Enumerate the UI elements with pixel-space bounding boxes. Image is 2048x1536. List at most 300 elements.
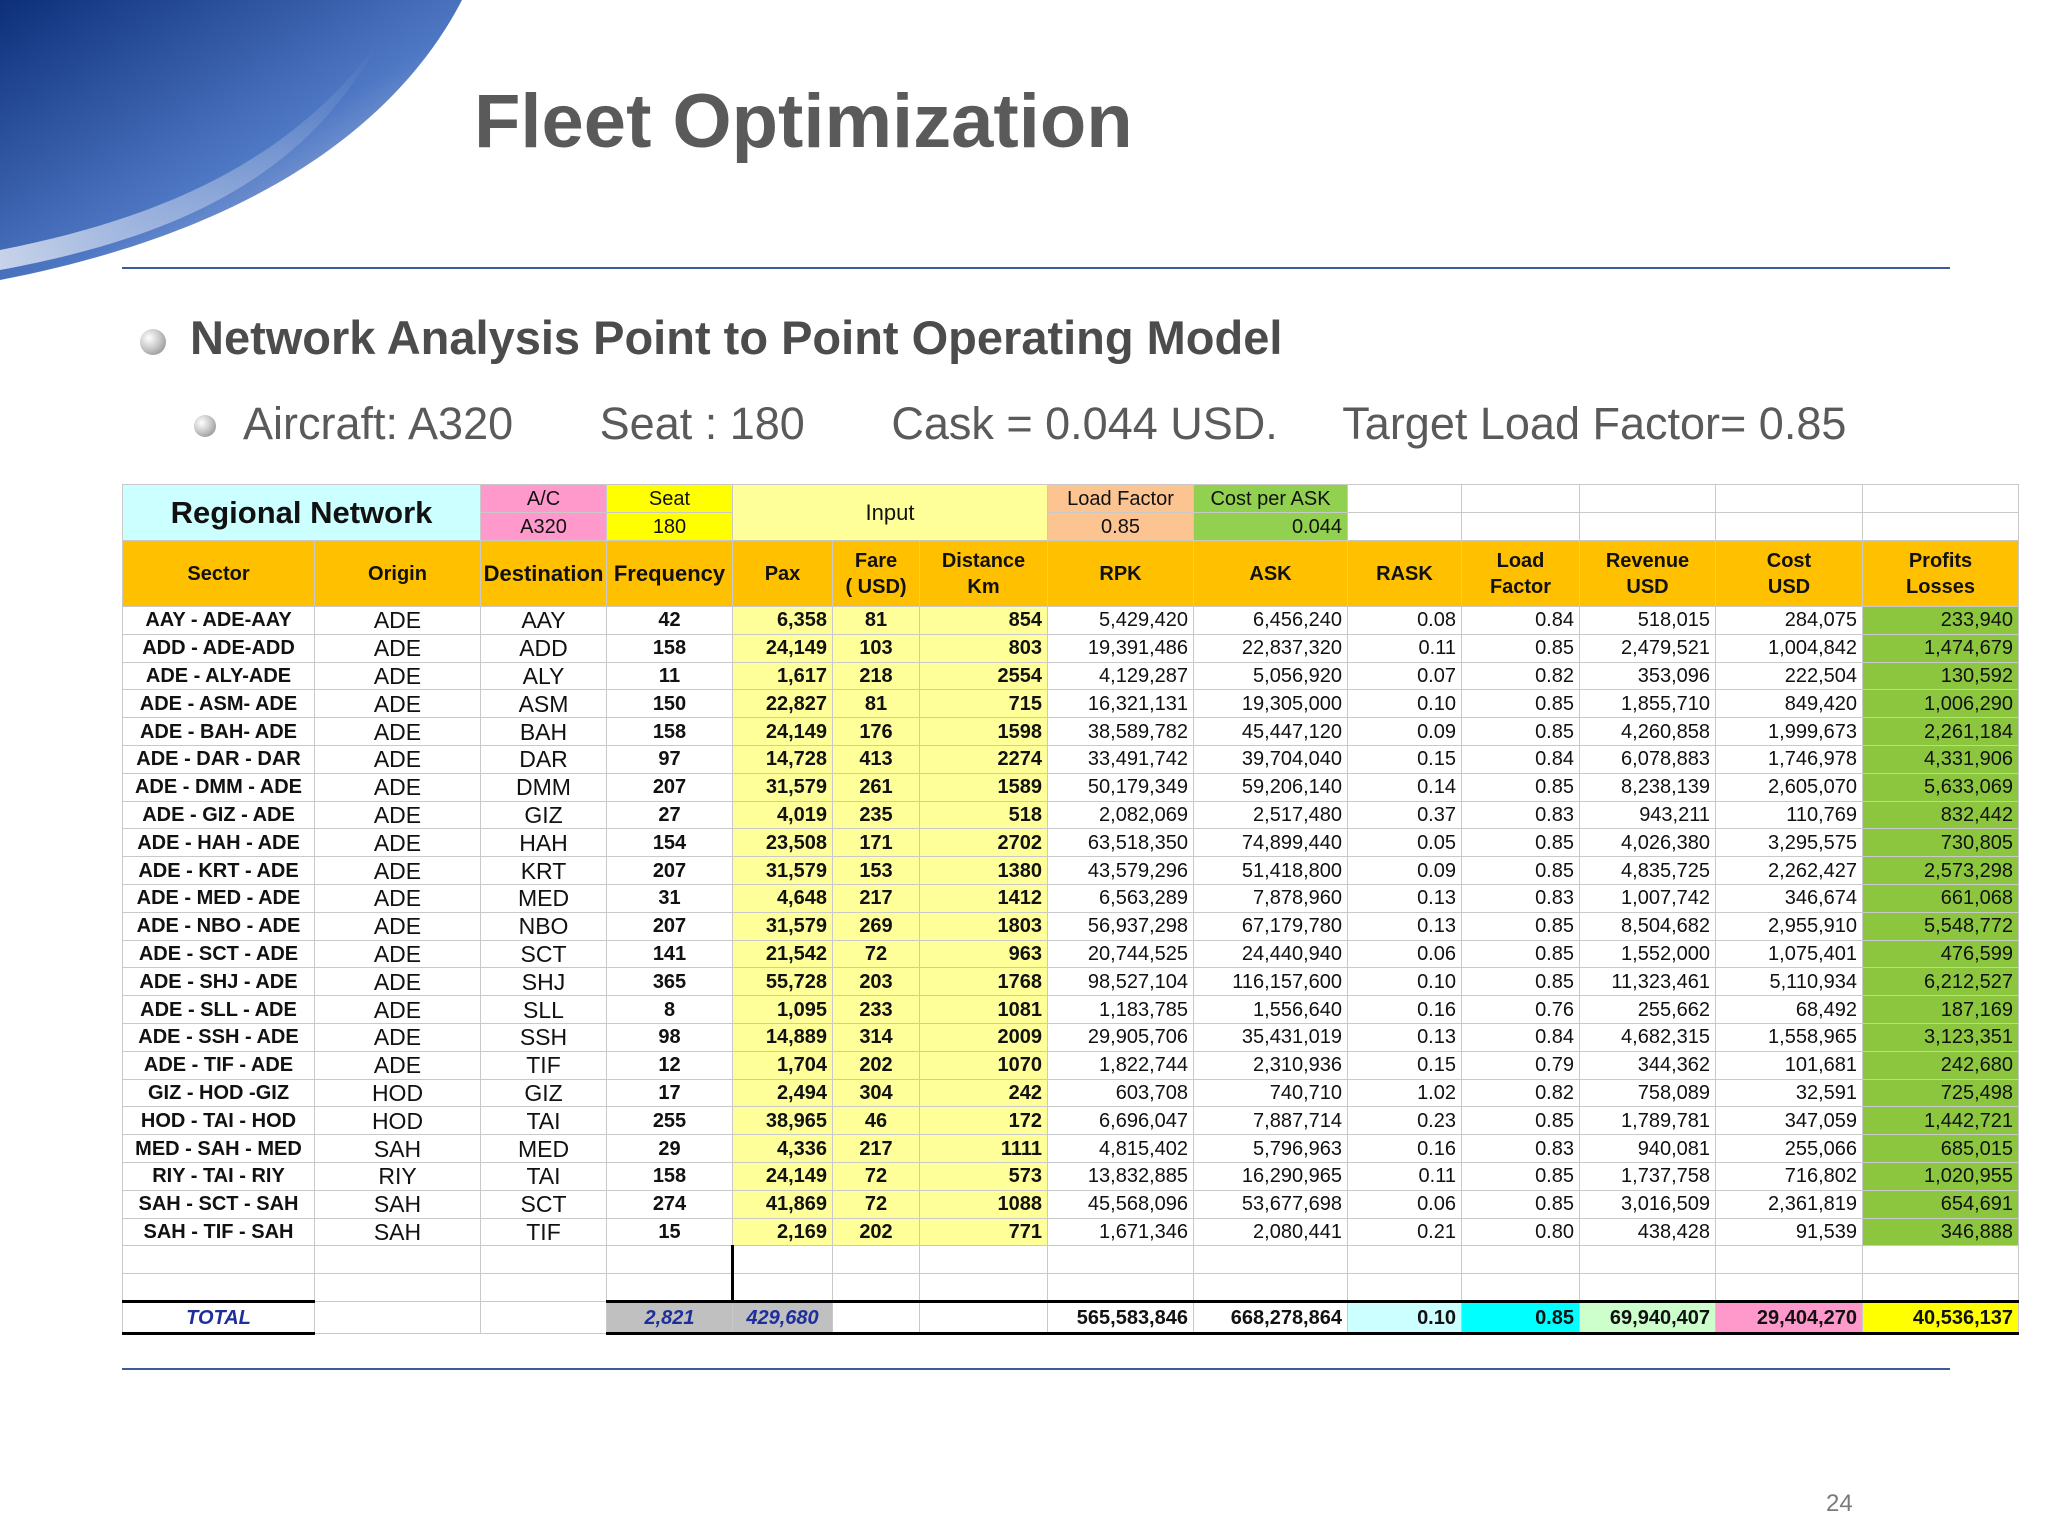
cell-rask: 0.13 bbox=[1348, 884, 1462, 912]
cell-sector: ADE - ASM- ADE bbox=[123, 690, 315, 718]
cell-dist: 1088 bbox=[920, 1190, 1048, 1218]
cell-rev: 353,096 bbox=[1580, 662, 1716, 690]
cell-ask: 22,837,320 bbox=[1194, 634, 1348, 662]
table-row bbox=[123, 996, 2019, 1024]
cell-pax: 22,827 bbox=[733, 690, 833, 718]
cell-ask: 740,710 bbox=[1194, 1079, 1348, 1107]
cell-rpk: 13,832,885 bbox=[1048, 1162, 1194, 1190]
cell-dest: ASM bbox=[481, 690, 607, 718]
table-row bbox=[123, 801, 2019, 829]
cell-pax: 1,617 bbox=[733, 662, 833, 690]
cell-dist: 242 bbox=[920, 1079, 1048, 1107]
total-pax: 429,680 bbox=[733, 1302, 833, 1334]
cell-freq: 207 bbox=[607, 773, 733, 801]
table-row bbox=[123, 662, 2019, 690]
cell-freq: 365 bbox=[607, 968, 733, 996]
cell-dist: 1412 bbox=[920, 884, 1048, 912]
table-row bbox=[123, 940, 2019, 968]
cell-rpk: 4,815,402 bbox=[1048, 1135, 1194, 1163]
cell-ask: 2,080,441 bbox=[1194, 1218, 1348, 1246]
cell-sector: SAH - SCT - SAH bbox=[123, 1190, 315, 1218]
cell-origin: HOD bbox=[315, 1107, 481, 1135]
cell-ask: 39,704,040 bbox=[1194, 745, 1348, 773]
cell-sector: HOD - TAI - HOD bbox=[123, 1107, 315, 1135]
cell-dest: TIF bbox=[481, 1051, 607, 1079]
cell-fare: 217 bbox=[833, 884, 920, 912]
cell-pax: 55,728 bbox=[733, 968, 833, 996]
table-row bbox=[123, 1190, 2019, 1218]
cell-rev: 4,682,315 bbox=[1580, 1023, 1716, 1051]
cell-origin: ADE bbox=[315, 857, 481, 885]
cell-origin: ADE bbox=[315, 940, 481, 968]
cell-fare: 103 bbox=[833, 634, 920, 662]
cell-fare: 217 bbox=[833, 1135, 920, 1163]
cell-freq: 11 bbox=[607, 662, 733, 690]
cell-dist: 771 bbox=[920, 1218, 1048, 1246]
cell-dest: KRT bbox=[481, 857, 607, 885]
cell-sector: ADE - SLL - ADE bbox=[123, 996, 315, 1024]
bullet-icon bbox=[140, 329, 166, 355]
cell-fare: 202 bbox=[833, 1051, 920, 1079]
total-ask: 668,278,864 bbox=[1194, 1302, 1348, 1334]
cell-lf: 0.82 bbox=[1462, 662, 1580, 690]
cell-sector: ADE - GIZ - ADE bbox=[123, 801, 315, 829]
cell-freq: 97 bbox=[607, 745, 733, 773]
cell-fare: 176 bbox=[833, 718, 920, 746]
cell-pl: 346,888 bbox=[1863, 1218, 2019, 1246]
cell-dest: NBO bbox=[481, 912, 607, 940]
cell-rev: 1,789,781 bbox=[1580, 1107, 1716, 1135]
cell-dist: 2554 bbox=[920, 662, 1048, 690]
cell-lf: 0.83 bbox=[1462, 884, 1580, 912]
cell-rpk: 20,744,525 bbox=[1048, 940, 1194, 968]
cell-dist: 1070 bbox=[920, 1051, 1048, 1079]
cell-fare: 269 bbox=[833, 912, 920, 940]
cell-rpk: 43,579,296 bbox=[1048, 857, 1194, 885]
cell-rpk: 1,183,785 bbox=[1048, 996, 1194, 1024]
cell-dest: MED bbox=[481, 1135, 607, 1163]
cell-dest: TAI bbox=[481, 1107, 607, 1135]
table-row bbox=[123, 912, 2019, 940]
cell-pl: 476,599 bbox=[1863, 940, 2019, 968]
header-profits-losses: Profits Losses bbox=[1863, 541, 2019, 607]
cell-rpk: 50,179,349 bbox=[1048, 773, 1194, 801]
cell-sector: ADE - SSH - ADE bbox=[123, 1023, 315, 1051]
header-rpk: RPK bbox=[1048, 541, 1194, 607]
slide-title: Fleet Optimization bbox=[474, 79, 1133, 164]
cell-origin: SAH bbox=[315, 1190, 481, 1218]
cell-rask: 0.10 bbox=[1348, 690, 1462, 718]
cell-pax: 4,019 bbox=[733, 801, 833, 829]
cell-rask: 0.11 bbox=[1348, 634, 1462, 662]
cell-rpk: 5,429,420 bbox=[1048, 607, 1194, 635]
cell-ask: 116,157,600 bbox=[1194, 968, 1348, 996]
cell-sector: MED - SAH - MED bbox=[123, 1135, 315, 1163]
cell-fare: 314 bbox=[833, 1023, 920, 1051]
header-distance: Distance Km bbox=[920, 541, 1048, 607]
header-destination: Destination bbox=[481, 541, 607, 607]
table-row bbox=[123, 690, 2019, 718]
header-ask: ASK bbox=[1194, 541, 1348, 607]
cell-cost: 2,361,819 bbox=[1716, 1190, 1863, 1218]
table-row bbox=[123, 857, 2019, 885]
cell-sector: ADE - SHJ - ADE bbox=[123, 968, 315, 996]
cell-ask: 51,418,800 bbox=[1194, 857, 1348, 885]
total-load-factor: 0.85 bbox=[1462, 1302, 1580, 1334]
cell-rask: 0.08 bbox=[1348, 607, 1462, 635]
cell-dist: 1081 bbox=[920, 996, 1048, 1024]
cell-pax: 4,336 bbox=[733, 1135, 833, 1163]
cell-freq: 98 bbox=[607, 1023, 733, 1051]
total-label: TOTAL bbox=[123, 1302, 315, 1334]
cell-ask: 19,305,000 bbox=[1194, 690, 1348, 718]
cell-pl: 1,474,679 bbox=[1863, 634, 2019, 662]
cell-sector: ADE - BAH- ADE bbox=[123, 718, 315, 746]
cell-rev: 758,089 bbox=[1580, 1079, 1716, 1107]
cell-dist: 1768 bbox=[920, 968, 1048, 996]
cell-rev: 4,260,858 bbox=[1580, 718, 1716, 746]
cell-lf: 0.85 bbox=[1462, 690, 1580, 718]
cell-cost: 1,746,978 bbox=[1716, 745, 1863, 773]
total-rpk: 565,583,846 bbox=[1048, 1302, 1194, 1334]
cell-rask: 0.10 bbox=[1348, 968, 1462, 996]
cell-pax: 2,494 bbox=[733, 1079, 833, 1107]
cell-pl: 5,633,069 bbox=[1863, 773, 2019, 801]
cell-origin: ADE bbox=[315, 801, 481, 829]
cell-ask: 74,899,440 bbox=[1194, 829, 1348, 857]
cell-freq: 31 bbox=[607, 884, 733, 912]
cell-dest: TAI bbox=[481, 1162, 607, 1190]
cell-cost: 68,492 bbox=[1716, 996, 1863, 1024]
cell-ask: 16,290,965 bbox=[1194, 1162, 1348, 1190]
cell-freq: 255 bbox=[607, 1107, 733, 1135]
cell-origin: ADE bbox=[315, 718, 481, 746]
cell-fare: 218 bbox=[833, 662, 920, 690]
cell-rpk: 603,708 bbox=[1048, 1079, 1194, 1107]
cell-ask: 7,887,714 bbox=[1194, 1107, 1348, 1135]
cell-fare: 72 bbox=[833, 1162, 920, 1190]
cell-ask: 2,310,936 bbox=[1194, 1051, 1348, 1079]
cell-rpk: 98,527,104 bbox=[1048, 968, 1194, 996]
cell-pax: 4,648 bbox=[733, 884, 833, 912]
cell-freq: 158 bbox=[607, 634, 733, 662]
regional-network-label: Regional Network bbox=[123, 485, 481, 541]
cell-origin: ADE bbox=[315, 634, 481, 662]
cell-dist: 2702 bbox=[920, 829, 1048, 857]
cell-origin: ADE bbox=[315, 912, 481, 940]
load-factor-value: 0.85 bbox=[1048, 513, 1194, 541]
cell-pl: 1,006,290 bbox=[1863, 690, 2019, 718]
cell-ask: 24,440,940 bbox=[1194, 940, 1348, 968]
cell-dist: 1803 bbox=[920, 912, 1048, 940]
cell-rev: 1,552,000 bbox=[1580, 940, 1716, 968]
cell-lf: 0.85 bbox=[1462, 940, 1580, 968]
cell-rev: 3,016,509 bbox=[1580, 1190, 1716, 1218]
cell-fare: 46 bbox=[833, 1107, 920, 1135]
cell-pl: 1,020,955 bbox=[1863, 1162, 2019, 1190]
cell-fare: 171 bbox=[833, 829, 920, 857]
total-revenue: 69,940,407 bbox=[1580, 1302, 1716, 1334]
cell-rask: 0.16 bbox=[1348, 1135, 1462, 1163]
cell-fare: 413 bbox=[833, 745, 920, 773]
aircraft-text: Aircraft: A320 bbox=[243, 398, 514, 449]
cell-origin: SAH bbox=[315, 1135, 481, 1163]
cell-lf: 0.85 bbox=[1462, 912, 1580, 940]
cell-rev: 518,015 bbox=[1580, 607, 1716, 635]
cell-rask: 0.13 bbox=[1348, 912, 1462, 940]
table-row bbox=[123, 1162, 2019, 1190]
cell-pl: 832,442 bbox=[1863, 801, 2019, 829]
cell-rev: 940,081 bbox=[1580, 1135, 1716, 1163]
table-row bbox=[123, 1023, 2019, 1051]
table-row bbox=[123, 884, 2019, 912]
cell-freq: 207 bbox=[607, 912, 733, 940]
cell-fare: 153 bbox=[833, 857, 920, 885]
cell-dist: 172 bbox=[920, 1107, 1048, 1135]
cell-rpk: 2,082,069 bbox=[1048, 801, 1194, 829]
cell-pax: 2,169 bbox=[733, 1218, 833, 1246]
cell-rask: 0.15 bbox=[1348, 1051, 1462, 1079]
cell-dest: SLL bbox=[481, 996, 607, 1024]
total-frequency: 2,821 bbox=[607, 1302, 733, 1334]
cell-pl: 187,169 bbox=[1863, 996, 2019, 1024]
cell-cost: 849,420 bbox=[1716, 690, 1863, 718]
cell-fare: 81 bbox=[833, 607, 920, 635]
cell-fare: 235 bbox=[833, 801, 920, 829]
cell-lf: 0.85 bbox=[1462, 829, 1580, 857]
cell-dist: 2009 bbox=[920, 1023, 1048, 1051]
cell-ask: 2,517,480 bbox=[1194, 801, 1348, 829]
cell-dist: 854 bbox=[920, 607, 1048, 635]
cell-lf: 0.85 bbox=[1462, 968, 1580, 996]
input-label: Input bbox=[733, 485, 1048, 541]
cell-origin: ADE bbox=[315, 690, 481, 718]
cell-pl: 5,548,772 bbox=[1863, 912, 2019, 940]
cell-dest: ALY bbox=[481, 662, 607, 690]
cell-rev: 11,323,461 bbox=[1580, 968, 1716, 996]
cell-freq: 141 bbox=[607, 940, 733, 968]
cell-ask: 6,456,240 bbox=[1194, 607, 1348, 635]
cell-dest: ADD bbox=[481, 634, 607, 662]
cell-freq: 12 bbox=[607, 1051, 733, 1079]
cell-ask: 67,179,780 bbox=[1194, 912, 1348, 940]
cell-freq: 207 bbox=[607, 857, 733, 885]
cell-origin: RIY bbox=[315, 1162, 481, 1190]
cell-freq: 150 bbox=[607, 690, 733, 718]
cell-rev: 943,211 bbox=[1580, 801, 1716, 829]
cell-rask: 0.21 bbox=[1348, 1218, 1462, 1246]
cell-rpk: 6,563,289 bbox=[1048, 884, 1194, 912]
cell-rev: 344,362 bbox=[1580, 1051, 1716, 1079]
decorative-swoosh bbox=[0, 0, 470, 290]
cell-pax: 31,579 bbox=[733, 857, 833, 885]
cell-lf: 0.84 bbox=[1462, 1023, 1580, 1051]
load-factor-label: Load Factor bbox=[1048, 485, 1194, 513]
cell-freq: 15 bbox=[607, 1218, 733, 1246]
cell-lf: 0.80 bbox=[1462, 1218, 1580, 1246]
header-load-factor: Load Factor bbox=[1462, 541, 1580, 607]
cell-sector: ADD - ADE-ADD bbox=[123, 634, 315, 662]
cell-dist: 963 bbox=[920, 940, 1048, 968]
cell-rev: 4,026,380 bbox=[1580, 829, 1716, 857]
header-pax: Pax bbox=[733, 541, 833, 607]
cell-sector: SAH - TIF - SAH bbox=[123, 1218, 315, 1246]
table-footer bbox=[123, 1246, 2019, 1334]
table-row bbox=[123, 968, 2019, 996]
cell-pax: 14,889 bbox=[733, 1023, 833, 1051]
cell-pl: 4,331,906 bbox=[1863, 745, 2019, 773]
cell-pl: 661,068 bbox=[1863, 884, 2019, 912]
seat-text: Seat : 180 bbox=[599, 398, 805, 449]
cell-sector: ADE - KRT - ADE bbox=[123, 857, 315, 885]
cell-sector: GIZ - HOD -GIZ bbox=[123, 1079, 315, 1107]
cell-pax: 38,965 bbox=[733, 1107, 833, 1135]
cell-dist: 2274 bbox=[920, 745, 1048, 773]
cell-cost: 1,075,401 bbox=[1716, 940, 1863, 968]
cell-lf: 0.85 bbox=[1462, 1190, 1580, 1218]
cell-ask: 5,796,963 bbox=[1194, 1135, 1348, 1163]
cell-cost: 3,295,575 bbox=[1716, 829, 1863, 857]
cell-cost: 1,558,965 bbox=[1716, 1023, 1863, 1051]
cell-rev: 4,835,725 bbox=[1580, 857, 1716, 885]
cell-dest: HAH bbox=[481, 829, 607, 857]
cell-origin: ADE bbox=[315, 996, 481, 1024]
cell-cost: 2,605,070 bbox=[1716, 773, 1863, 801]
cell-dist: 573 bbox=[920, 1162, 1048, 1190]
table-row bbox=[123, 1051, 2019, 1079]
table-row bbox=[123, 773, 2019, 801]
cell-origin: ADE bbox=[315, 745, 481, 773]
cost-per-ask-label: Cost per ASK bbox=[1194, 485, 1348, 513]
cell-rask: 1.02 bbox=[1348, 1079, 1462, 1107]
cell-origin: ADE bbox=[315, 662, 481, 690]
total-rask: 0.10 bbox=[1348, 1302, 1462, 1334]
total-cost: 29,404,270 bbox=[1716, 1302, 1863, 1334]
cell-pax: 24,149 bbox=[733, 634, 833, 662]
cell-dest: SCT bbox=[481, 940, 607, 968]
cell-rpk: 45,568,096 bbox=[1048, 1190, 1194, 1218]
cell-ask: 45,447,120 bbox=[1194, 718, 1348, 746]
header-origin: Origin bbox=[315, 541, 481, 607]
cell-rpk: 63,518,350 bbox=[1048, 829, 1194, 857]
cell-freq: 42 bbox=[607, 607, 733, 635]
cell-cost: 2,262,427 bbox=[1716, 857, 1863, 885]
table-row bbox=[123, 1079, 2019, 1107]
cell-origin: HOD bbox=[315, 1079, 481, 1107]
cell-lf: 0.83 bbox=[1462, 1135, 1580, 1163]
cell-rpk: 1,822,744 bbox=[1048, 1051, 1194, 1079]
cell-lf: 0.76 bbox=[1462, 996, 1580, 1024]
cell-cost: 346,674 bbox=[1716, 884, 1863, 912]
cell-lf: 0.85 bbox=[1462, 1162, 1580, 1190]
cell-origin: ADE bbox=[315, 884, 481, 912]
cell-ask: 1,556,640 bbox=[1194, 996, 1348, 1024]
table-row bbox=[123, 1107, 2019, 1135]
cell-lf: 0.85 bbox=[1462, 857, 1580, 885]
cell-lf: 0.85 bbox=[1462, 718, 1580, 746]
cell-pax: 31,579 bbox=[733, 773, 833, 801]
total-profits-losses: 40,536,137 bbox=[1863, 1302, 2019, 1334]
cell-dest: SCT bbox=[481, 1190, 607, 1218]
cell-rpk: 38,589,782 bbox=[1048, 718, 1194, 746]
cell-origin: ADE bbox=[315, 829, 481, 857]
cell-sector: ADE - SCT - ADE bbox=[123, 940, 315, 968]
cell-sector: RIY - TAI - RIY bbox=[123, 1162, 315, 1190]
seat-value: 180 bbox=[607, 513, 733, 541]
cell-rask: 0.15 bbox=[1348, 745, 1462, 773]
cell-rask: 0.06 bbox=[1348, 1190, 1462, 1218]
cell-fare: 81 bbox=[833, 690, 920, 718]
cell-rev: 1,855,710 bbox=[1580, 690, 1716, 718]
header-sector: Sector bbox=[123, 541, 315, 607]
cell-dest: GIZ bbox=[481, 1079, 607, 1107]
cell-rpk: 6,696,047 bbox=[1048, 1107, 1194, 1135]
cell-cost: 347,059 bbox=[1716, 1107, 1863, 1135]
cell-dist: 715 bbox=[920, 690, 1048, 718]
cell-pl: 1,442,721 bbox=[1863, 1107, 2019, 1135]
cell-cost: 1,004,842 bbox=[1716, 634, 1863, 662]
cell-lf: 0.82 bbox=[1462, 1079, 1580, 1107]
cell-rev: 255,662 bbox=[1580, 996, 1716, 1024]
cell-rev: 8,504,682 bbox=[1580, 912, 1716, 940]
cell-rev: 8,238,139 bbox=[1580, 773, 1716, 801]
seat-label: Seat bbox=[607, 485, 733, 513]
cell-lf: 0.83 bbox=[1462, 801, 1580, 829]
cell-rask: 0.16 bbox=[1348, 996, 1462, 1024]
sub-bullet-icon bbox=[194, 415, 216, 437]
ac-label: A/C bbox=[481, 485, 607, 513]
cell-rpk: 56,937,298 bbox=[1048, 912, 1194, 940]
cell-freq: 274 bbox=[607, 1190, 733, 1218]
cell-sector: ADE - NBO - ADE bbox=[123, 912, 315, 940]
cell-dist: 803 bbox=[920, 634, 1048, 662]
cell-freq: 8 bbox=[607, 996, 733, 1024]
cell-freq: 29 bbox=[607, 1135, 733, 1163]
cell-pax: 1,704 bbox=[733, 1051, 833, 1079]
cell-rask: 0.13 bbox=[1348, 1023, 1462, 1051]
ac-value: A320 bbox=[481, 513, 607, 541]
cell-pl: 2,261,184 bbox=[1863, 718, 2019, 746]
cell-origin: ADE bbox=[315, 773, 481, 801]
table-row bbox=[123, 1218, 2019, 1246]
cell-pax: 21,542 bbox=[733, 940, 833, 968]
cell-dist: 1111 bbox=[920, 1135, 1048, 1163]
cell-rask: 0.14 bbox=[1348, 773, 1462, 801]
cell-freq: 27 bbox=[607, 801, 733, 829]
table-row bbox=[123, 829, 2019, 857]
cell-cost: 32,591 bbox=[1716, 1079, 1863, 1107]
cell-lf: 0.85 bbox=[1462, 773, 1580, 801]
table-row bbox=[123, 718, 2019, 746]
cell-rev: 2,479,521 bbox=[1580, 634, 1716, 662]
cell-sector: ADE - DAR - DAR bbox=[123, 745, 315, 773]
cell-pl: 654,691 bbox=[1863, 1190, 2019, 1218]
cell-dest: BAH bbox=[481, 718, 607, 746]
cell-rev: 6,078,883 bbox=[1580, 745, 1716, 773]
cell-cost: 2,955,910 bbox=[1716, 912, 1863, 940]
cell-rask: 0.09 bbox=[1348, 857, 1462, 885]
cell-freq: 158 bbox=[607, 718, 733, 746]
cell-lf: 0.84 bbox=[1462, 745, 1580, 773]
cost-per-ask-value: 0.044 bbox=[1194, 513, 1348, 541]
cell-rev: 1,007,742 bbox=[1580, 884, 1716, 912]
cell-rask: 0.11 bbox=[1348, 1162, 1462, 1190]
cell-cost: 284,075 bbox=[1716, 607, 1863, 635]
cell-fare: 304 bbox=[833, 1079, 920, 1107]
cell-rpk: 4,129,287 bbox=[1048, 662, 1194, 690]
cell-fare: 72 bbox=[833, 940, 920, 968]
cell-fare: 261 bbox=[833, 773, 920, 801]
